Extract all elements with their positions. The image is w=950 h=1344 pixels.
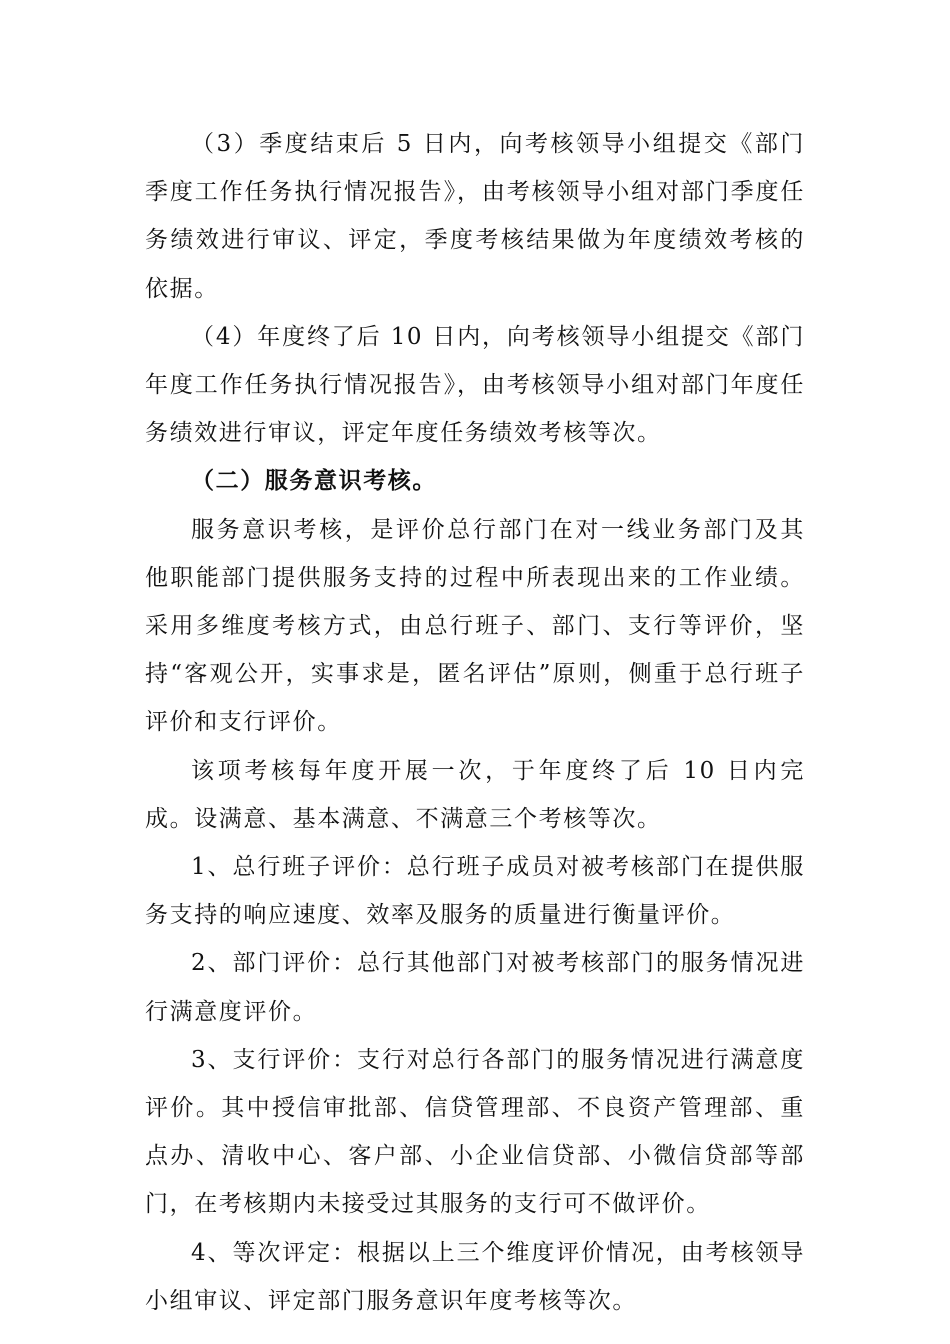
paragraph-department-evaluation: 2、部门评价：总行其他部门对被考核部门的服务情况进行满意度评价。 — [145, 950, 805, 1025]
paragraph-service-awareness-definition: 服务意识考核，是评价总行部门在对一线业务部门及其他职能部门提供服务支持的过程中所表现出来的工作业绩。采用多维度考核方式，由总行班子、部门、支行等评价，坚持“客观公开，实事求是，匿名评估”原则，侧重于总行班子评价和支行评价。 — [145, 516, 805, 736]
paragraph-assessment-frequency: 该项考核每年度开展一次，于年度终了后 10 日内完成。设满意、基本满意、不满意三个考核等次。 — [145, 757, 805, 832]
paragraph-branch-evaluation: 3、支行评价：支行对总行各部门的服务情况进行满意度评价。其中授信审批部、信贷管理部、不良资产管理部、重点办、清收中心、客户部、小企业信贷部、小微信贷部等部门，在考核期内未接受过其服务的支行可不做评价。 — [145, 1046, 805, 1218]
paragraph-grade-determination: 4、等次评定：根据以上三个维度评价情况，由考核领导小组审议、评定部门服务意识年度考核等次。 — [145, 1239, 805, 1314]
paragraph-annual-report: （4）年度终了后 10 日内，向考核领导小组提交《部门年度工作任务执行情况报告》，由考核领导小组对部门年度任务绩效进行审议，评定年度任务绩效考核等次。 — [145, 323, 805, 447]
section-heading-service-awareness: （二）服务意识考核。 — [191, 467, 437, 495]
paragraph-leadership-evaluation: 1、总行班子评价：总行班子成员对被考核部门在提供服务支持的响应速度、效率及服务的质量进行衡量评价。 — [145, 854, 805, 929]
paragraph-quarterly-report: （3）季度结束后 5 日内，向考核领导小组提交《部门季度工作任务执行情况报告》，由考核领导小组对部门季度任务绩效进行审议、评定，季度考核结果做为年度绩效考核的依据。 — [145, 131, 805, 302]
